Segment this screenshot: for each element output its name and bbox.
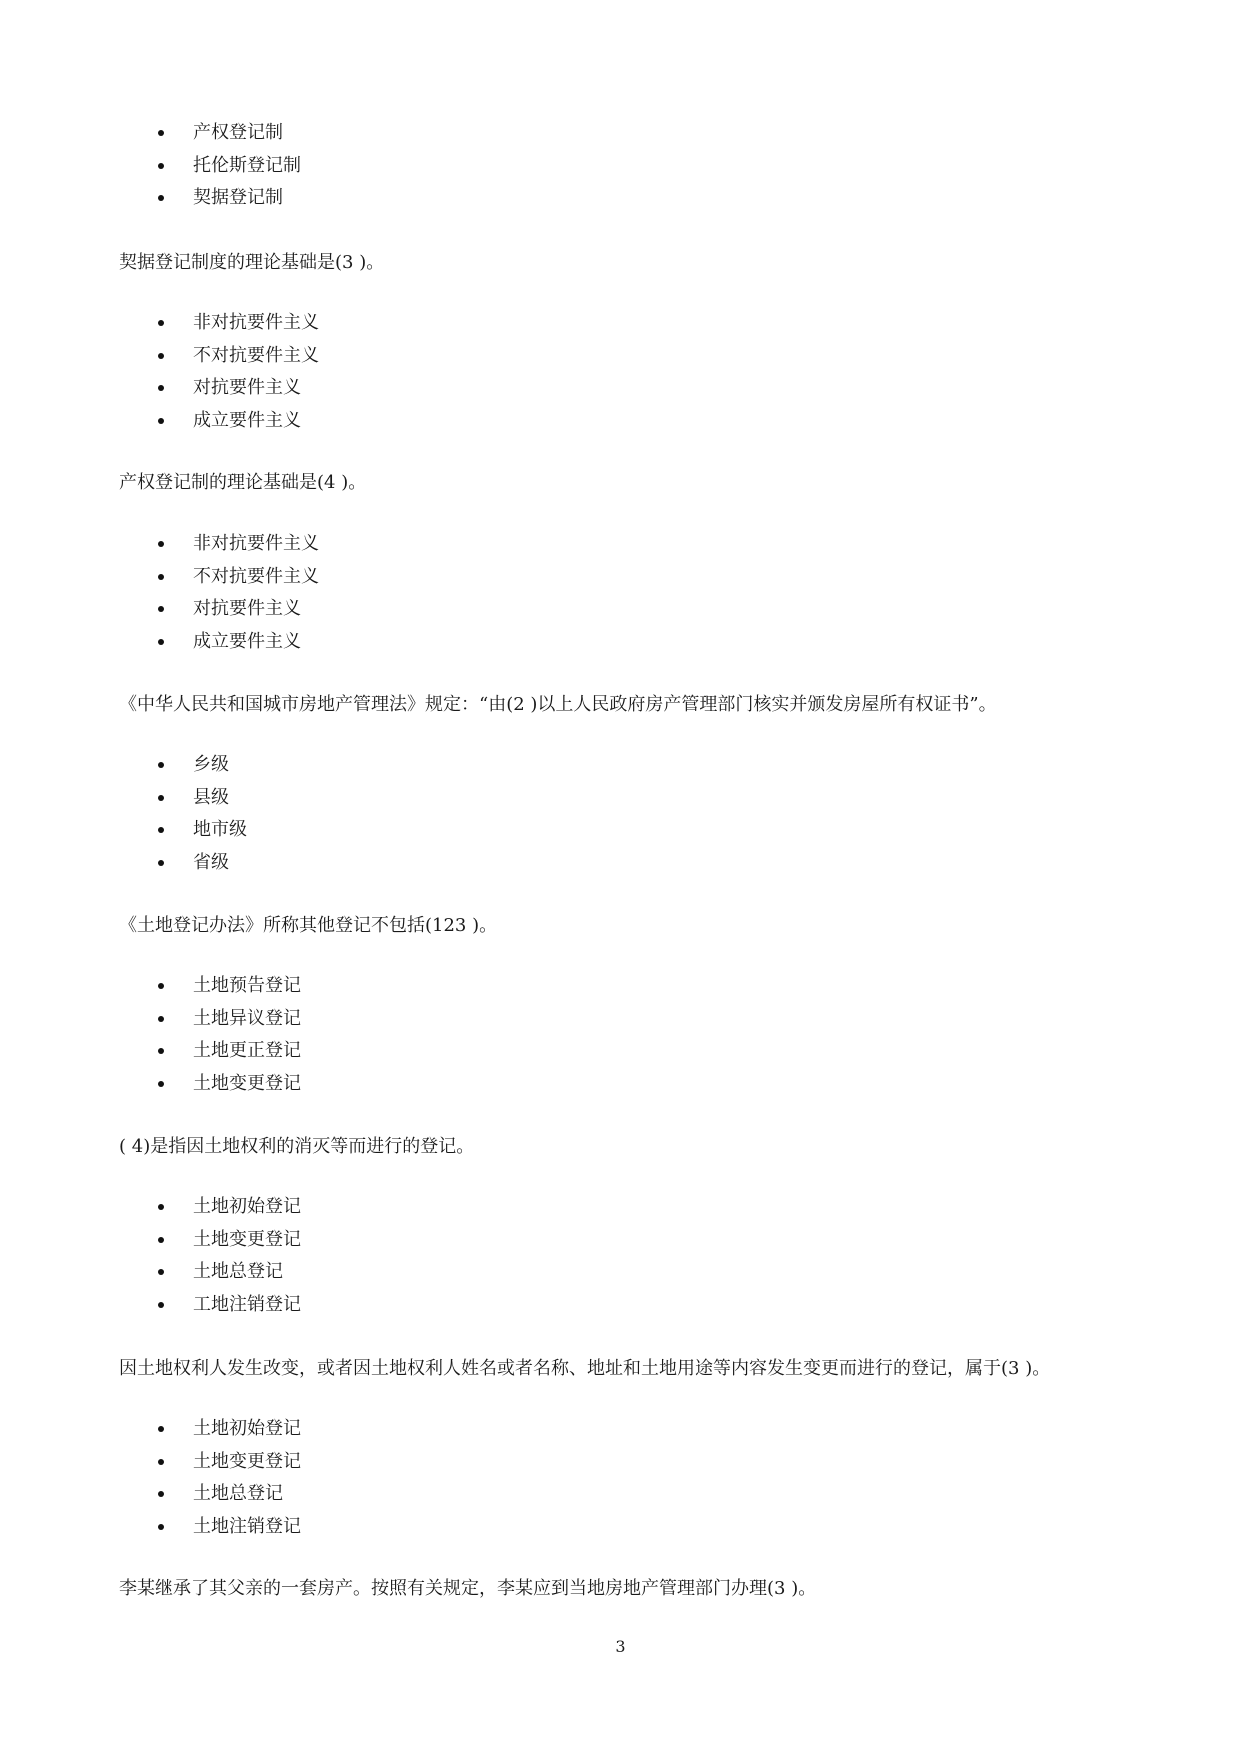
option-list: [150, 117, 301, 215]
option-item: 土地初始登记: [150, 1191, 301, 1224]
option-item: 成立要件主义: [150, 626, 319, 659]
option-item: 土地总登记: [150, 1256, 301, 1289]
option-item: 县级: [150, 782, 247, 815]
option-item: 成立要件主义: [150, 405, 319, 438]
question-text: 契据登记制度的理论基础是(3 )。: [119, 252, 385, 273]
option-item: 工地注销登记: [150, 1289, 301, 1322]
option-item: 契据登记制: [150, 182, 301, 215]
option-item: 土地预告登记: [150, 970, 301, 1003]
option-item: 非对抗要件主义: [150, 307, 319, 340]
option-item: 土地变更登记: [150, 1224, 301, 1257]
option-item: 对抗要件主义: [150, 372, 319, 405]
option-item: 产权登记制: [150, 117, 301, 150]
question-text: 李某继承了其父亲的一套房产。按照有关规定，李某应到当地房地产管理部门办理(3 )。: [119, 1578, 817, 1599]
question-text: 因土地权利人发生改变，或者因土地权利人姓名或者名称、地址和土地用途等内容发生变更而进行的登记，属于(3 )。: [119, 1358, 1051, 1379]
option-list: [150, 1191, 301, 1321]
option-list: [150, 528, 319, 658]
option-item: 省级: [150, 847, 247, 880]
question-text: 《中华人民共和国城市房地产管理法》规定：“由(2 )以上人民政府房产管理部门核实并颁发房屋所有权证书”。: [119, 694, 997, 715]
option-list: [150, 749, 247, 879]
option-list: [150, 307, 319, 437]
option-item: 乡级: [150, 749, 247, 782]
option-item: 非对抗要件主义: [150, 528, 319, 561]
question-text: 产权登记制的理论基础是(4 )。: [119, 472, 367, 493]
question-text: ( 4)是指因土地权利的消灭等而进行的登记。: [119, 1136, 475, 1157]
option-item: 土地注销登记: [150, 1511, 301, 1544]
option-item: 土地变更登记: [150, 1068, 301, 1101]
page-number: 3: [615, 1637, 626, 1656]
option-item: 对抗要件主义: [150, 593, 319, 626]
option-item: 土地初始登记: [150, 1413, 301, 1446]
option-item: 土地异议登记: [150, 1003, 301, 1036]
option-item: 土地变更登记: [150, 1446, 301, 1479]
option-item: 不对抗要件主义: [150, 561, 319, 594]
option-list: [150, 1413, 301, 1543]
question-text: 《土地登记办法》所称其他登记不包括(123 )。: [119, 915, 498, 936]
option-item: 托伦斯登记制: [150, 150, 301, 183]
option-item: 土地总登记: [150, 1478, 301, 1511]
option-list: [150, 970, 301, 1100]
option-item: 地市级: [150, 814, 247, 847]
option-item: 土地更正登记: [150, 1035, 301, 1068]
option-item: 不对抗要件主义: [150, 340, 319, 373]
